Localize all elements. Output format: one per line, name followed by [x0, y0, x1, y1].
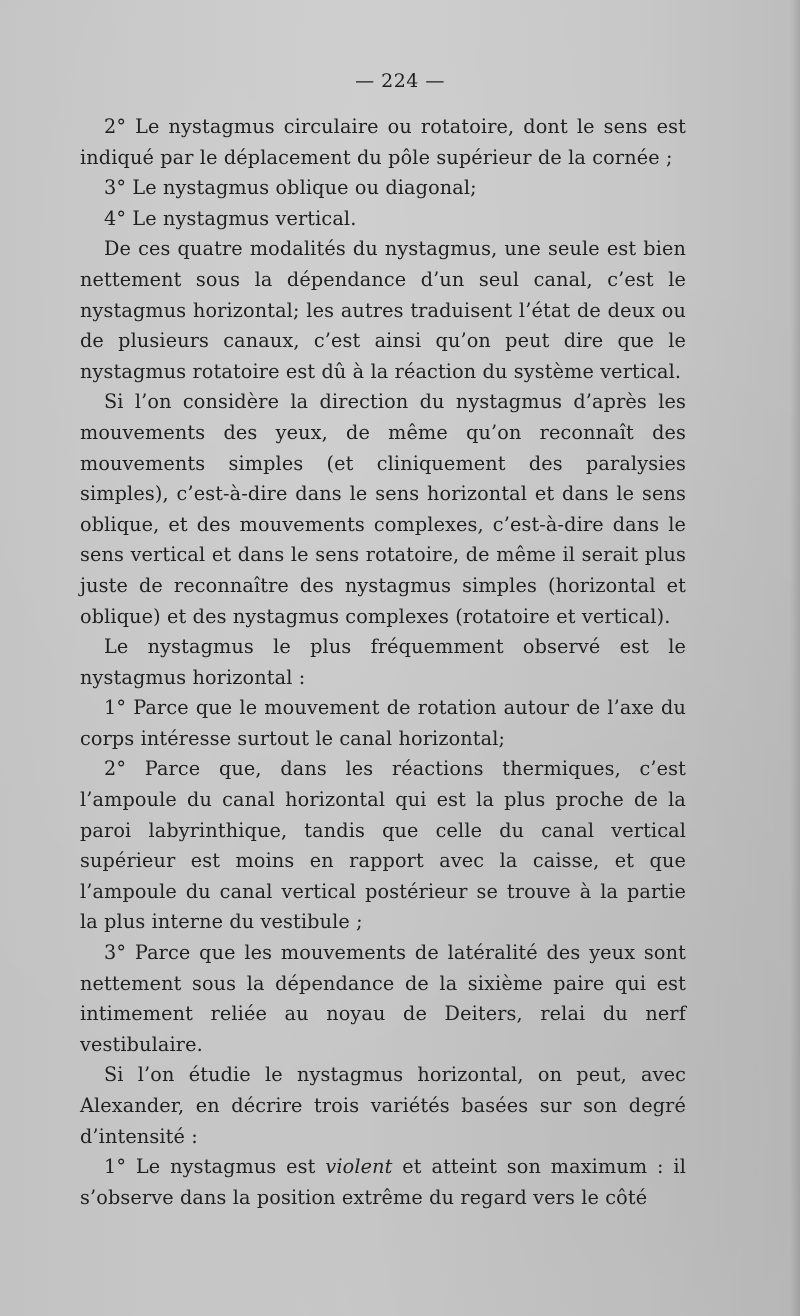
- paragraph-variety-1: [80, 1152, 686, 1213]
- paragraph-item-3: 3° Le nystagmus oblique ou diagonal;: [104, 176, 477, 200]
- paragraph-item-4: 4° Le nystagmus vertical.: [104, 206, 357, 230]
- paragraph-reason-1: 1° Parce que le mouvement de rotation autour de l’axe du corps intéresse surtout le canal horizontal;: [80, 696, 686, 750]
- variety-1-emphasis: violent: [325, 1155, 393, 1179]
- paragraph-reason-3: 3° Parce que les mouvements de latéralité des yeux sont nettement sous la dépendance de la sixième paire qui est intimement reliée au noyau de Deiters, relai du nerf vestibulaire.: [80, 941, 686, 1056]
- paragraph-modalities: De ces quatre modalités du nystagmus, une seule est bien nettement sous la dépendance d’un seul canal, c’est le nystagmus horizontal; les autres traduisent l’état de deux ou de plusieurs canaux, c’est ainsi qu’on peut dire que le nystagmus rotatoire est dû à la réaction du système vertical.: [80, 237, 686, 383]
- page-edge-shadow: [790, 0, 800, 1316]
- paragraph-most-frequent: Le nystagmus le plus fréquemment observé est le nystagmus horizontal :: [80, 635, 686, 689]
- paragraph-direction: Si l’on considère la direction du nystagmus d’après les mouvements des yeux, de même qu’on reconnaît des mouvements simples (et cliniquement des paralysies simples), c’est-à-dire dans le sens horizontal et dans le sens oblique, et des mouvements complexes, c’est-à-dire dans le sens vertical et dans le sens rotatoire, de même il serait plus juste de reconnaître des nystagmus simples (horizontal et oblique) et des nystagmus complexes (rotatoire et vertical).: [80, 390, 686, 628]
- paragraph-reason-2: 2° Parce que, dans les réactions thermiques, c’est l’ampoule du canal horizontal qui est la plus proche de la paroi labyrinthique, tandis que celle du canal vertical supérieur est moins en rapport avec la caisse, et que l’ampoule du canal vertical postérieur se trouve à la partie la plus interne du vestibule ;: [80, 757, 686, 934]
- page-number: — 224 —: [355, 70, 445, 92]
- variety-1-before: 1° Le nystagmus est: [104, 1155, 326, 1179]
- body-text: [80, 112, 686, 1213]
- paragraph-alexander: Si l’on étudie le nystagmus horizontal, on peut, avec Alexander, en décrire trois variétés basées sur son degré d’intensité :: [80, 1063, 686, 1148]
- variety-1-after: et atteint son maximum : il s’observe dans la position extrême du regard vers le côté: [80, 1155, 686, 1209]
- paragraph-item-2: 2° Le nystagmus circulaire ou rotatoire, dont le sens est indiqué par le déplacement du pôle supérieur de la cornée ;: [80, 115, 686, 169]
